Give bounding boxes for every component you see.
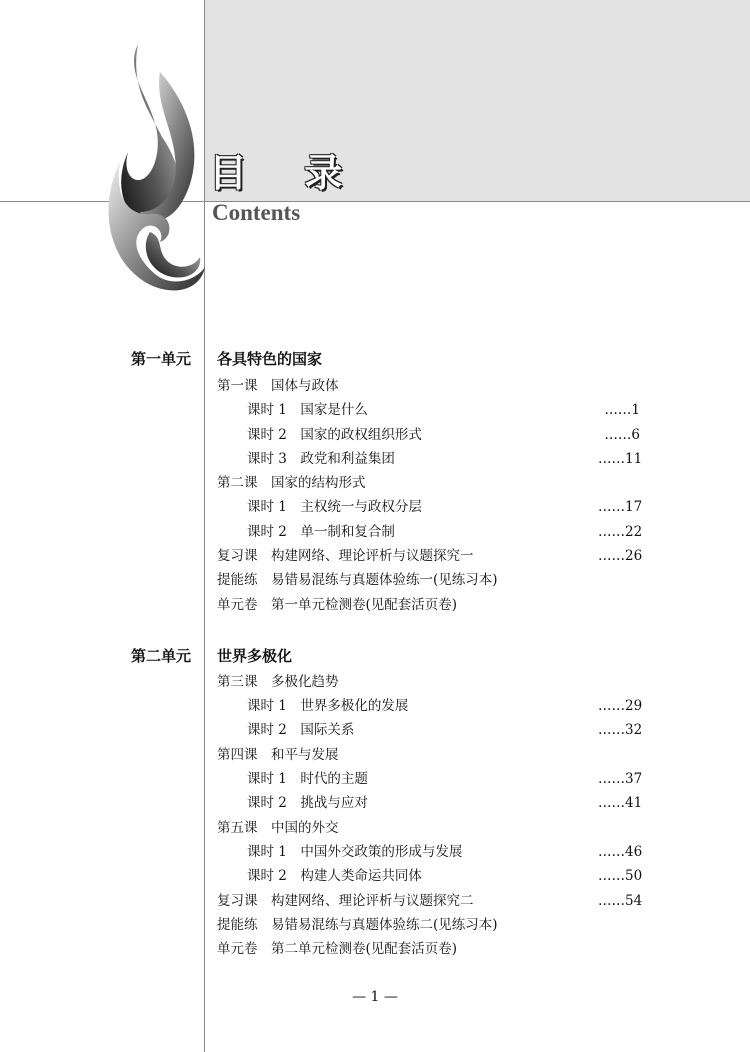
unit-title: 世界多极化 — [217, 647, 293, 665]
toc-entry-text: 课时 2 国际关系 — [247, 722, 355, 738]
toc-period-row[interactable] — [0, 696, 750, 716]
toc-entry-text: 课时 1 主权统一与政权分层 — [247, 499, 422, 515]
toc-entry-text: 单元卷 第一单元检测卷(见配套活页卷) — [217, 597, 458, 613]
toc-entry-text: 课时 2 国家的政权组织形式 — [247, 427, 422, 443]
toc-entry-text: 课时 1 世界多极化的发展 — [247, 698, 409, 714]
toc-entry-text: 课时 2 构建人类命运共同体 — [247, 868, 422, 884]
toc-period-row[interactable] — [0, 769, 750, 789]
toc-entry-text: 课时 1 国家是什么 — [247, 402, 368, 418]
page-number: — 1 — — [352, 989, 398, 1005]
toc-lesson-row[interactable] — [0, 473, 750, 493]
toc-entry-text: 课时 1 时代的主题 — [247, 771, 368, 787]
toc-period-row[interactable] — [0, 842, 750, 862]
toc-period-row[interactable] — [0, 425, 750, 445]
toc-review-row[interactable] — [0, 546, 750, 566]
toc-period-row[interactable] — [0, 522, 750, 542]
toc-practice-row[interactable] — [0, 570, 750, 590]
toc-entry-text: 第五课 中国的外交 — [217, 820, 339, 836]
toc-entry-text: 课时 3 政党和利益集团 — [247, 451, 395, 467]
toc-period-row[interactable] — [0, 497, 750, 517]
toc-page-number: ……50 — [598, 868, 643, 884]
toc-page-number: ……29 — [598, 698, 643, 714]
toc-lesson-row[interactable] — [0, 672, 750, 692]
toc-page-number: ……22 — [598, 524, 643, 540]
toc-page-number: ……32 — [598, 722, 643, 738]
toc-page-number: ……54 — [598, 893, 643, 909]
page-subtitle: Contents — [212, 200, 301, 225]
toc-test-row[interactable] — [0, 939, 750, 959]
toc-entry-text: 复习课 构建网络、理论评析与议题探究二 — [217, 893, 474, 909]
toc-entry-text: 第四课 和平与发展 — [217, 747, 339, 763]
toc-entry-text: 第二课 国家的结构形式 — [217, 475, 366, 491]
toc-page-number: ……26 — [598, 548, 643, 564]
toc-entry-text: 课时 2 挑战与应对 — [247, 795, 368, 811]
toc-page-number: ……17 — [598, 499, 643, 515]
toc-lesson-row[interactable] — [0, 376, 750, 396]
toc-period-row[interactable] — [0, 400, 750, 420]
toc-period-row[interactable] — [0, 449, 750, 469]
toc-page-number: ……1 — [604, 402, 640, 418]
toc-page-number: ……37 — [598, 771, 643, 787]
unit-label: 第一单元 — [131, 350, 192, 368]
toc-entry-text: 第三课 多极化趋势 — [217, 674, 339, 690]
toc-entry-text: 课时 2 单一制和复合制 — [247, 524, 395, 540]
toc-entry-text: 单元卷 第二单元检测卷(见配套活页卷) — [217, 941, 458, 957]
toc-lesson-row[interactable] — [0, 818, 750, 838]
unit-label: 第二单元 — [131, 647, 192, 665]
toc-period-row[interactable] — [0, 720, 750, 740]
toc-lesson-row[interactable] — [0, 745, 750, 765]
toc-entry-text: 提能练 易错易混练与真题体验练二(见练习本) — [217, 917, 498, 933]
toc-page-number: ……46 — [598, 844, 643, 860]
toc-page-number: ……41 — [598, 795, 643, 811]
toc-review-row[interactable] — [0, 891, 750, 911]
unit-title: 各具特色的国家 — [217, 350, 323, 368]
flame-logo-icon — [100, 42, 210, 304]
toc-period-row[interactable] — [0, 793, 750, 813]
toc-period-row[interactable] — [0, 866, 750, 886]
toc-entry-text: 第一课 国体与政体 — [217, 378, 339, 394]
toc-page-number: ……11 — [598, 451, 643, 467]
toc-test-row[interactable] — [0, 595, 750, 615]
page-title: 目 录 — [209, 151, 365, 195]
toc-entry-text: 复习课 构建网络、理论评析与议题探究一 — [217, 548, 474, 564]
toc-page-number: ……6 — [604, 427, 640, 443]
toc-entry-text: 提能练 易错易混练与真题体验练一(见练习本) — [217, 572, 498, 588]
toc-entry-text: 课时 1 中国外交政策的形成与发展 — [247, 844, 463, 860]
toc-practice-row[interactable] — [0, 915, 750, 935]
